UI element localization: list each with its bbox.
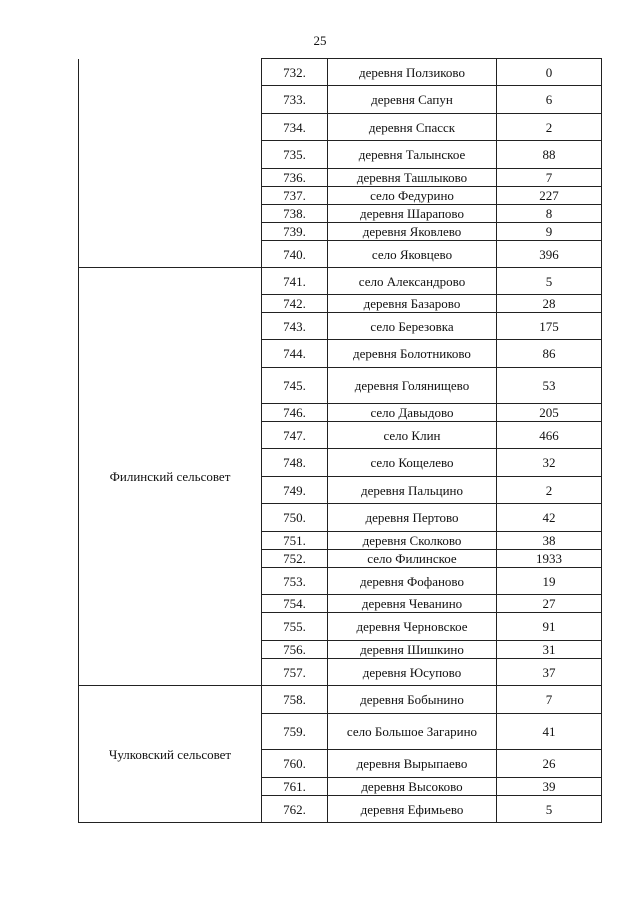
row-number-cell: 740.: [262, 241, 328, 268]
population-cell: 19: [497, 568, 602, 595]
row-number-cell: 755.: [262, 613, 328, 641]
row-number-cell: 756.: [262, 641, 328, 659]
population-cell: 466: [497, 422, 602, 449]
population-cell: 8: [497, 205, 602, 223]
population-cell: 32: [497, 449, 602, 477]
row-number-cell: 748.: [262, 449, 328, 477]
settlement-name-cell: деревня Пальцино: [328, 477, 497, 504]
row-number-cell: 741.: [262, 268, 328, 295]
row-number-cell: 744.: [262, 340, 328, 368]
population-cell: 9: [497, 223, 602, 241]
settlement-name-cell: деревня Ташлыково: [328, 169, 497, 187]
settlement-name-cell: село Федурино: [328, 187, 497, 205]
population-cell: 39: [497, 778, 602, 796]
population-cell: 53: [497, 368, 602, 404]
row-number-cell: 743.: [262, 313, 328, 340]
row-number-cell: 759.: [262, 714, 328, 750]
population-cell: 2: [497, 114, 602, 141]
population-cell: 37: [497, 659, 602, 686]
population-cell: 205: [497, 404, 602, 422]
population-cell: 28: [497, 295, 602, 313]
settlement-name-cell: село Клин: [328, 422, 497, 449]
settlement-name-cell: село Филинское: [328, 550, 497, 568]
settlement-name-cell: село Большое Загарино: [328, 714, 497, 750]
population-cell: 396: [497, 241, 602, 268]
row-number-cell: 753.: [262, 568, 328, 595]
population-cell: 27: [497, 595, 602, 613]
settlement-name-cell: деревня Шишкино: [328, 641, 497, 659]
row-number-cell: 737.: [262, 187, 328, 205]
settlement-name-cell: деревня Сколково: [328, 532, 497, 550]
table-row: [79, 268, 602, 295]
population-cell: 1933: [497, 550, 602, 568]
population-cell: 5: [497, 796, 602, 823]
population-cell: 7: [497, 169, 602, 187]
council-name-cell: Филинский сельсовет: [79, 268, 262, 686]
population-cell: 227: [497, 187, 602, 205]
settlement-name-cell: деревня Вырыпаево: [328, 750, 497, 778]
settlement-name-cell: село Александрово: [328, 268, 497, 295]
row-number-cell: 758.: [262, 686, 328, 714]
row-number-cell: 747.: [262, 422, 328, 449]
row-number-cell: 733.: [262, 86, 328, 114]
settlement-name-cell: деревня Базарово: [328, 295, 497, 313]
population-cell: 0: [497, 59, 602, 86]
row-number-cell: 762.: [262, 796, 328, 823]
settlement-name-cell: деревня Талынское: [328, 141, 497, 169]
settlement-name-cell: деревня Болотниково: [328, 340, 497, 368]
table-row: [79, 686, 602, 714]
settlement-name-cell: деревня Фофаново: [328, 568, 497, 595]
settlement-name-cell: деревня Сапун: [328, 86, 497, 114]
population-cell: 26: [497, 750, 602, 778]
row-number-cell: 732.: [262, 59, 328, 86]
settlement-name-cell: деревня Яковлево: [328, 223, 497, 241]
row-number-cell: 736.: [262, 169, 328, 187]
page-number: 25: [313, 33, 327, 48]
row-number-cell: 761.: [262, 778, 328, 796]
population-cell: 2: [497, 477, 602, 504]
row-number-cell: 757.: [262, 659, 328, 686]
row-number-cell: 734.: [262, 114, 328, 141]
settlement-name-cell: деревня Бобынино: [328, 686, 497, 714]
row-number-cell: 752.: [262, 550, 328, 568]
settlement-name-cell: деревня Шарапово: [328, 205, 497, 223]
row-number-cell: 750.: [262, 504, 328, 532]
settlement-name-cell: деревня Спасск: [328, 114, 497, 141]
council-name-cell: [79, 59, 262, 268]
row-number-cell: 760.: [262, 750, 328, 778]
settlement-name-cell: деревня Ефимьево: [328, 796, 497, 823]
settlement-name-cell: деревня Пертово: [328, 504, 497, 532]
settlement-name-cell: деревня Чеванино: [328, 595, 497, 613]
settlement-name-cell: село Давыдово: [328, 404, 497, 422]
row-number-cell: 742.: [262, 295, 328, 313]
population-cell: 41: [497, 714, 602, 750]
settlement-name-cell: деревня Ползиково: [328, 59, 497, 86]
row-number-cell: 745.: [262, 368, 328, 404]
settlement-name-cell: деревня Голянищево: [328, 368, 497, 404]
population-cell: 5: [497, 268, 602, 295]
settlement-name-cell: село Кощелево: [328, 449, 497, 477]
row-number-cell: 738.: [262, 205, 328, 223]
population-cell: 7: [497, 686, 602, 714]
row-number-cell: 746.: [262, 404, 328, 422]
settlements-table: [78, 58, 602, 823]
population-cell: 38: [497, 532, 602, 550]
settlement-name-cell: село Березовка: [328, 313, 497, 340]
row-number-cell: 754.: [262, 595, 328, 613]
row-number-cell: 751.: [262, 532, 328, 550]
settlement-name-cell: деревня Черновское: [328, 613, 497, 641]
settlement-name-cell: село Яковцево: [328, 241, 497, 268]
population-cell: 6: [497, 86, 602, 114]
population-cell: 42: [497, 504, 602, 532]
row-number-cell: 735.: [262, 141, 328, 169]
population-cell: 91: [497, 613, 602, 641]
row-number-cell: 749.: [262, 477, 328, 504]
population-cell: 88: [497, 141, 602, 169]
row-number-cell: 739.: [262, 223, 328, 241]
settlement-name-cell: деревня Высоково: [328, 778, 497, 796]
table-row: [79, 59, 602, 86]
population-cell: 175: [497, 313, 602, 340]
population-cell: 86: [497, 340, 602, 368]
settlements-table-body: [79, 59, 602, 823]
population-cell: 31: [497, 641, 602, 659]
council-name-cell: Чулковский сельсовет: [79, 686, 262, 823]
settlement-name-cell: деревня Юсупово: [328, 659, 497, 686]
